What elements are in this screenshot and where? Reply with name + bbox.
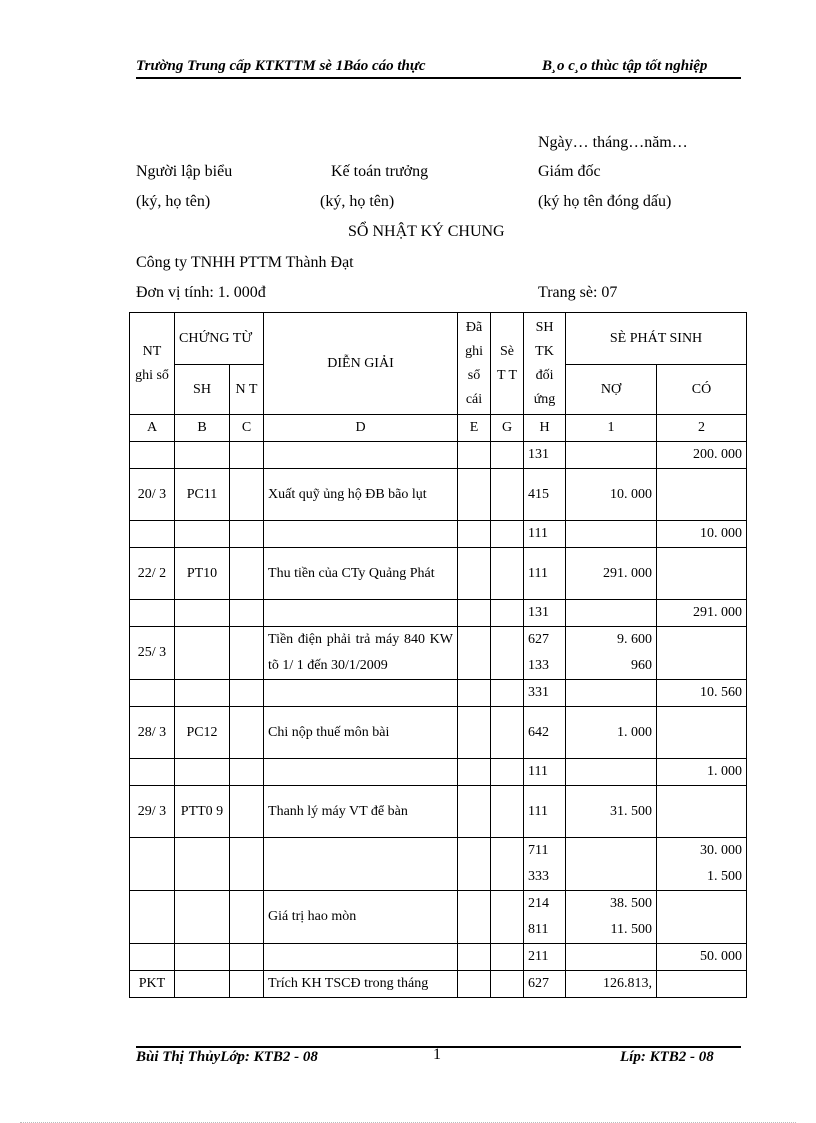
voucher-number xyxy=(175,891,230,944)
table-row xyxy=(130,707,747,759)
debit-amount: 38. 500 11. 500 xyxy=(566,891,657,944)
voucher-number xyxy=(175,838,230,891)
table-row xyxy=(130,971,747,998)
voucher-date xyxy=(230,838,264,891)
description: Giá trị hao mòn xyxy=(264,891,458,944)
journal-table xyxy=(129,312,747,998)
header-so-phat-sinh: SÈ PHÁT SINH xyxy=(566,313,747,365)
sequence-number xyxy=(491,759,524,786)
account-code: 111 xyxy=(524,521,566,548)
voucher-number xyxy=(175,442,230,469)
posted-flag xyxy=(458,442,491,469)
col-code: G xyxy=(491,415,524,442)
credit-amount: 200. 000 xyxy=(657,442,747,469)
entry-date: PKT xyxy=(130,971,175,998)
posted-flag xyxy=(458,627,491,680)
posted-flag xyxy=(458,469,491,521)
account-code: 415 xyxy=(524,469,566,521)
credit-amount xyxy=(657,891,747,944)
description xyxy=(264,442,458,469)
entry-date xyxy=(130,944,175,971)
table-row xyxy=(130,521,747,548)
column-code-row xyxy=(130,415,747,442)
journal-body xyxy=(130,313,747,998)
posted-flag xyxy=(458,521,491,548)
credit-amount: 50. 000 xyxy=(657,944,747,971)
entry-date xyxy=(130,521,175,548)
account-code: 111 xyxy=(524,786,566,838)
description: Chi nộp thuế môn bài xyxy=(264,707,458,759)
description xyxy=(264,521,458,548)
sequence-number xyxy=(491,944,524,971)
col-code: B xyxy=(175,415,230,442)
credit-amount xyxy=(657,627,747,680)
header-rule xyxy=(136,77,741,79)
unit-label: Đơn vị tính: 1. 000đ xyxy=(136,284,266,301)
posted-flag xyxy=(458,971,491,998)
entry-date xyxy=(130,600,175,627)
description: Trích KH TSCĐ trong tháng xyxy=(264,971,458,998)
table-row xyxy=(130,786,747,838)
sequence-number xyxy=(491,627,524,680)
col-code: H xyxy=(524,415,566,442)
debit-amount xyxy=(566,680,657,707)
header-left: Trường Trung cấp KTKTTM sè 1Báo cáo thực xyxy=(136,58,426,74)
entry-date xyxy=(130,838,175,891)
col-code: E xyxy=(458,415,491,442)
director-note: (ký họ tên đóng dấu) xyxy=(538,193,672,210)
entry-date: 29/ 3 xyxy=(130,786,175,838)
table-row xyxy=(130,944,747,971)
entry-date: 20/ 3 xyxy=(130,469,175,521)
sequence-number xyxy=(491,707,524,759)
posted-flag xyxy=(458,707,491,759)
col-code: C xyxy=(230,415,264,442)
sequence-number xyxy=(491,600,524,627)
debit-amount: 126.813, xyxy=(566,971,657,998)
account-code: 211 xyxy=(524,944,566,971)
account-code: 642 xyxy=(524,707,566,759)
posted-flag xyxy=(458,759,491,786)
entry-date: 28/ 3 xyxy=(130,707,175,759)
account-code: 131 xyxy=(524,442,566,469)
voucher-date xyxy=(230,627,264,680)
voucher-number xyxy=(175,600,230,627)
account-code: 131 xyxy=(524,600,566,627)
account-code: 111 xyxy=(524,548,566,600)
credit-amount: 10. 000 xyxy=(657,521,747,548)
sequence-number xyxy=(491,838,524,891)
credit-amount: 291. 000 xyxy=(657,600,747,627)
table-row xyxy=(130,759,747,786)
preparer-note: (ký, họ tên) xyxy=(136,193,211,210)
posted-flag xyxy=(458,600,491,627)
sequence-number xyxy=(491,680,524,707)
voucher-date xyxy=(230,442,264,469)
footer-left: Bùi Thị ThủyLớp: KTB2 - 08 xyxy=(136,1049,318,1065)
credit-amount: 10. 560 xyxy=(657,680,747,707)
voucher-date xyxy=(230,680,264,707)
description: Tiền điện phải trả máy 840 KW tõ 1/ 1 đến 30/1/2009 xyxy=(264,627,458,680)
posted-flag xyxy=(458,680,491,707)
credit-amount xyxy=(657,971,747,998)
credit-amount xyxy=(657,469,747,521)
description: Thanh lý máy VT để bàn xyxy=(264,786,458,838)
description xyxy=(264,680,458,707)
table-row xyxy=(130,600,747,627)
posted-flag xyxy=(458,548,491,600)
posted-flag xyxy=(458,786,491,838)
header-sh: SH xyxy=(175,365,230,415)
entry-date: 22/ 2 xyxy=(130,548,175,600)
debit-amount xyxy=(566,838,657,891)
voucher-date xyxy=(230,971,264,998)
page-label: Trang sè: 07 xyxy=(538,284,618,301)
header-chung-tu: CHỨNG TỪ xyxy=(175,313,264,365)
table-row xyxy=(130,627,747,680)
voucher-date xyxy=(230,469,264,521)
description xyxy=(264,838,458,891)
footer-right: Líp: KTB2 - 08 xyxy=(620,1049,714,1065)
description xyxy=(264,944,458,971)
table-row xyxy=(130,838,747,891)
col-code: 1 xyxy=(566,415,657,442)
table-row xyxy=(130,442,747,469)
debit-amount: 31. 500 xyxy=(566,786,657,838)
company-name: Công ty TNHH PTTM Thành Đạt xyxy=(136,254,354,271)
header-co: CÓ xyxy=(657,365,747,415)
voucher-date xyxy=(230,944,264,971)
description: Thu tiền của CTy Quảng Phát xyxy=(264,548,458,600)
voucher-date xyxy=(230,707,264,759)
sequence-number xyxy=(491,786,524,838)
voucher-number xyxy=(175,680,230,707)
header-dien-giai: DIỄN GIẢI xyxy=(264,313,458,415)
col-code: 2 xyxy=(657,415,747,442)
voucher-number: PC11 xyxy=(175,469,230,521)
debit-amount: 9. 600 960 xyxy=(566,627,657,680)
account-code: 214 811 xyxy=(524,891,566,944)
table-row xyxy=(130,548,747,600)
header-nt-ghi-so: NT ghi sổ xyxy=(130,313,175,415)
voucher-date xyxy=(230,759,264,786)
account-code: 111 xyxy=(524,759,566,786)
description xyxy=(264,759,458,786)
entry-date: 25/ 3 xyxy=(130,627,175,680)
entry-date xyxy=(130,891,175,944)
voucher-number: PT10 xyxy=(175,548,230,600)
posted-flag xyxy=(458,944,491,971)
voucher-number xyxy=(175,971,230,998)
debit-amount: 291. 000 xyxy=(566,548,657,600)
credit-amount xyxy=(657,707,747,759)
credit-amount: 1. 000 xyxy=(657,759,747,786)
credit-amount xyxy=(657,786,747,838)
table-row xyxy=(130,891,747,944)
voucher-number xyxy=(175,944,230,971)
table-row xyxy=(130,469,747,521)
sequence-number xyxy=(491,442,524,469)
voucher-number: PC12 xyxy=(175,707,230,759)
description xyxy=(264,600,458,627)
sequence-number xyxy=(491,548,524,600)
credit-amount: 30. 000 1. 500 xyxy=(657,838,747,891)
debit-amount xyxy=(566,442,657,469)
header-shtk: SH TK đối ứng xyxy=(524,313,566,415)
debit-amount: 1. 000 xyxy=(566,707,657,759)
debit-amount: 10. 000 xyxy=(566,469,657,521)
entry-date xyxy=(130,442,175,469)
accountant-title: Kế toán trưởng xyxy=(331,163,429,180)
sequence-number xyxy=(491,469,524,521)
voucher-date xyxy=(230,786,264,838)
voucher-date xyxy=(230,521,264,548)
voucher-number xyxy=(175,627,230,680)
posted-flag xyxy=(458,891,491,944)
director-title: Giám đốc xyxy=(538,163,601,180)
voucher-number: PTT0 9 xyxy=(175,786,230,838)
voucher-number xyxy=(175,521,230,548)
account-code: 627 xyxy=(524,971,566,998)
description: Xuất quỹ ủng hộ ĐB bão lụt xyxy=(264,469,458,521)
debit-amount xyxy=(566,944,657,971)
col-code: A xyxy=(130,415,175,442)
account-code: 627 133 xyxy=(524,627,566,680)
sequence-number xyxy=(491,521,524,548)
voucher-date xyxy=(230,600,264,627)
header-stt: Sè T T xyxy=(491,313,524,415)
debit-amount xyxy=(566,600,657,627)
sequence-number xyxy=(491,891,524,944)
accountant-note: (ký, họ tên) xyxy=(320,193,395,210)
header-no: NỢ xyxy=(566,365,657,415)
col-code: D xyxy=(264,415,458,442)
credit-amount xyxy=(657,548,747,600)
entry-date xyxy=(130,680,175,707)
document-title: SỔ NHẬT KÝ CHUNG xyxy=(348,223,505,240)
voucher-date xyxy=(230,548,264,600)
table-row xyxy=(130,680,747,707)
account-code: 711 333 xyxy=(524,838,566,891)
voucher-number xyxy=(175,759,230,786)
posted-flag xyxy=(458,838,491,891)
header-right: B¸o c¸o thùc tập tốt nghiệp xyxy=(542,58,708,74)
footer-page-number: 1 xyxy=(433,1046,441,1063)
header-nt: N T xyxy=(230,365,264,415)
debit-amount xyxy=(566,759,657,786)
date-line: Ngày… tháng…năm… xyxy=(538,134,688,151)
account-code: 331 xyxy=(524,680,566,707)
sequence-number xyxy=(491,971,524,998)
preparer-title: Người lập biểu xyxy=(136,163,233,180)
header-da-ghi-so-cai: Đã ghi sổ cái xyxy=(458,313,491,415)
voucher-date xyxy=(230,891,264,944)
debit-amount xyxy=(566,521,657,548)
entry-date xyxy=(130,759,175,786)
